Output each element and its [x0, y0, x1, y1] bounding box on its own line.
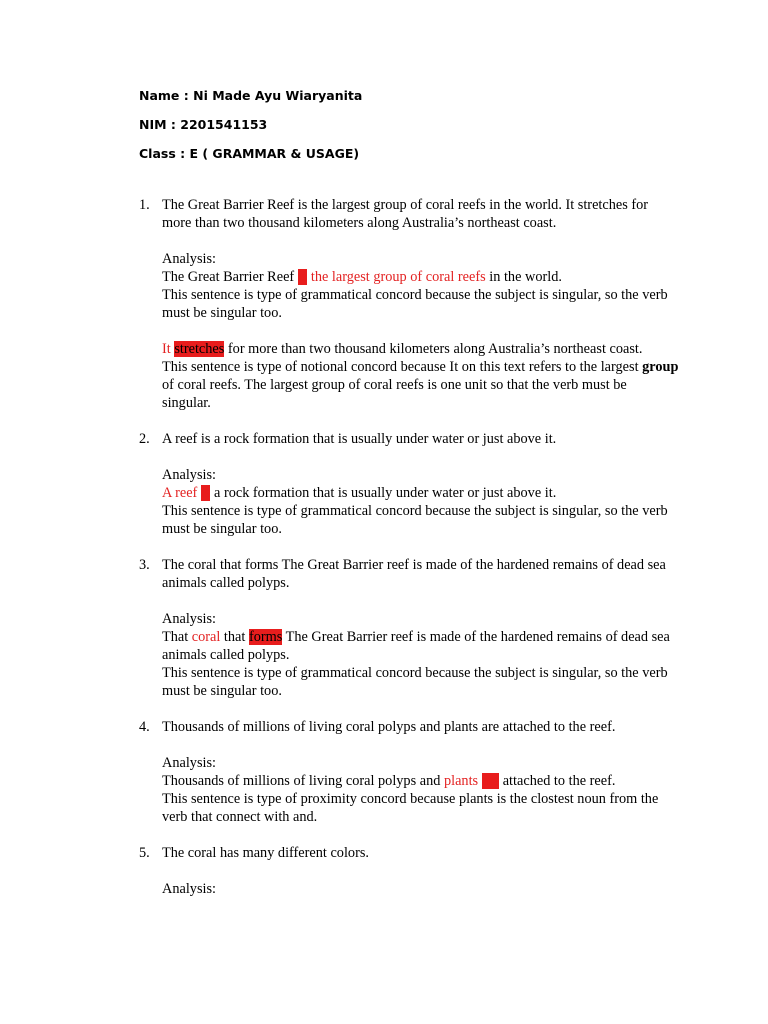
list-item — [139, 844, 679, 898]
item-number: 3. — [139, 557, 150, 573]
analysis-explanation: This sentence is type of grammatical concord because the subject is singular, so the verb must be singular too. — [162, 287, 668, 321]
analysis-sentence — [162, 340, 679, 358]
list-item — [139, 196, 679, 412]
item-sentence: A reef is a rock formation that is usually under water or just above it. — [162, 431, 557, 447]
subject-text: A reef — [162, 485, 198, 501]
list-item — [139, 718, 679, 826]
student-nim: NIM : 2201541153 — [139, 117, 268, 132]
text: attached to the reef. — [499, 773, 616, 789]
student-class: Class : E ( GRAMMAR & USAGE) — [139, 146, 360, 161]
analysis-sentence — [162, 772, 679, 790]
analysis-label: Analysis: — [162, 611, 217, 627]
text: That — [162, 629, 192, 645]
analysis-label: Analysis: — [162, 251, 217, 267]
item-number: 5. — [139, 845, 150, 861]
text: The Great Barrier Reef — [162, 269, 298, 285]
analysis-explanation: This sentence is type of grammatical concord because the subject is singular, so the verb must be singular too. — [162, 665, 668, 699]
subject-text: plants — [443, 773, 479, 789]
highlighted-verb: is — [200, 485, 211, 501]
item-sentence: The coral that forms The Great Barrier reef is made of the hardened remains of dead sea animals called polyps. — [162, 557, 666, 591]
analysis-explanation — [162, 358, 679, 412]
analysis-sentence — [162, 484, 679, 502]
analysis-explanation: This sentence is type of proximity concord because plants is the clostest noun from the verb that connect with and. — [162, 791, 659, 825]
list-item — [139, 430, 679, 538]
bold-word: group — [642, 359, 679, 375]
text: that — [220, 629, 249, 645]
text: a rock formation that is usually under water or just above it. — [210, 485, 557, 501]
text: This sentence is type of notional concord because It on this text refers to the largest — [162, 359, 643, 375]
highlighted-verb: forms — [248, 629, 283, 645]
analysis-list — [139, 196, 679, 916]
text: The Great Barrier reef is made of the hardened remains of dead sea animals called polyps. — [162, 629, 670, 663]
analysis-label: Analysis: — [162, 467, 217, 483]
student-name: Name : Ni Made Ayu Wiaryanita — [139, 88, 363, 103]
item-number: 4. — [139, 719, 150, 735]
item-sentence: The Great Barrier Reef is the largest group of coral reefs in the world. It stretches for more than two thousand kilometers along Australia’s northeast coast. — [162, 197, 649, 231]
highlighted-verb: are — [481, 773, 500, 789]
analysis-sentence — [162, 628, 679, 664]
student-header — [139, 86, 362, 173]
item-sentence: The coral has many different colors. — [162, 845, 369, 861]
analysis-sentence — [162, 268, 679, 286]
text: Thousands of millions of living coral polyps and — [162, 773, 444, 789]
analysis-label: Analysis: — [162, 881, 217, 897]
subject-text: the largest group of coral reefs — [310, 269, 486, 285]
highlighted-verb: is — [297, 269, 308, 285]
analysis-label: Analysis: — [162, 755, 217, 771]
list-item — [139, 556, 679, 700]
text: in the world. — [485, 269, 562, 285]
subject-text: coral — [191, 629, 221, 645]
text: of coral reefs. The largest group of coral reefs is one unit so that the verb must be singular. — [162, 377, 627, 411]
text: for more than two thousand kilometers along Australia’s northeast coast. — [224, 341, 643, 357]
item-number: 1. — [139, 197, 150, 213]
highlighted-verb: stretches — [174, 341, 225, 357]
subject-text: It — [162, 341, 171, 357]
item-number: 2. — [139, 431, 150, 447]
analysis-explanation: This sentence is type of grammatical concord because the subject is singular, so the verb must be singular too. — [162, 503, 668, 537]
item-sentence: Thousands of millions of living coral polyps and plants are attached to the reef. — [162, 719, 616, 735]
